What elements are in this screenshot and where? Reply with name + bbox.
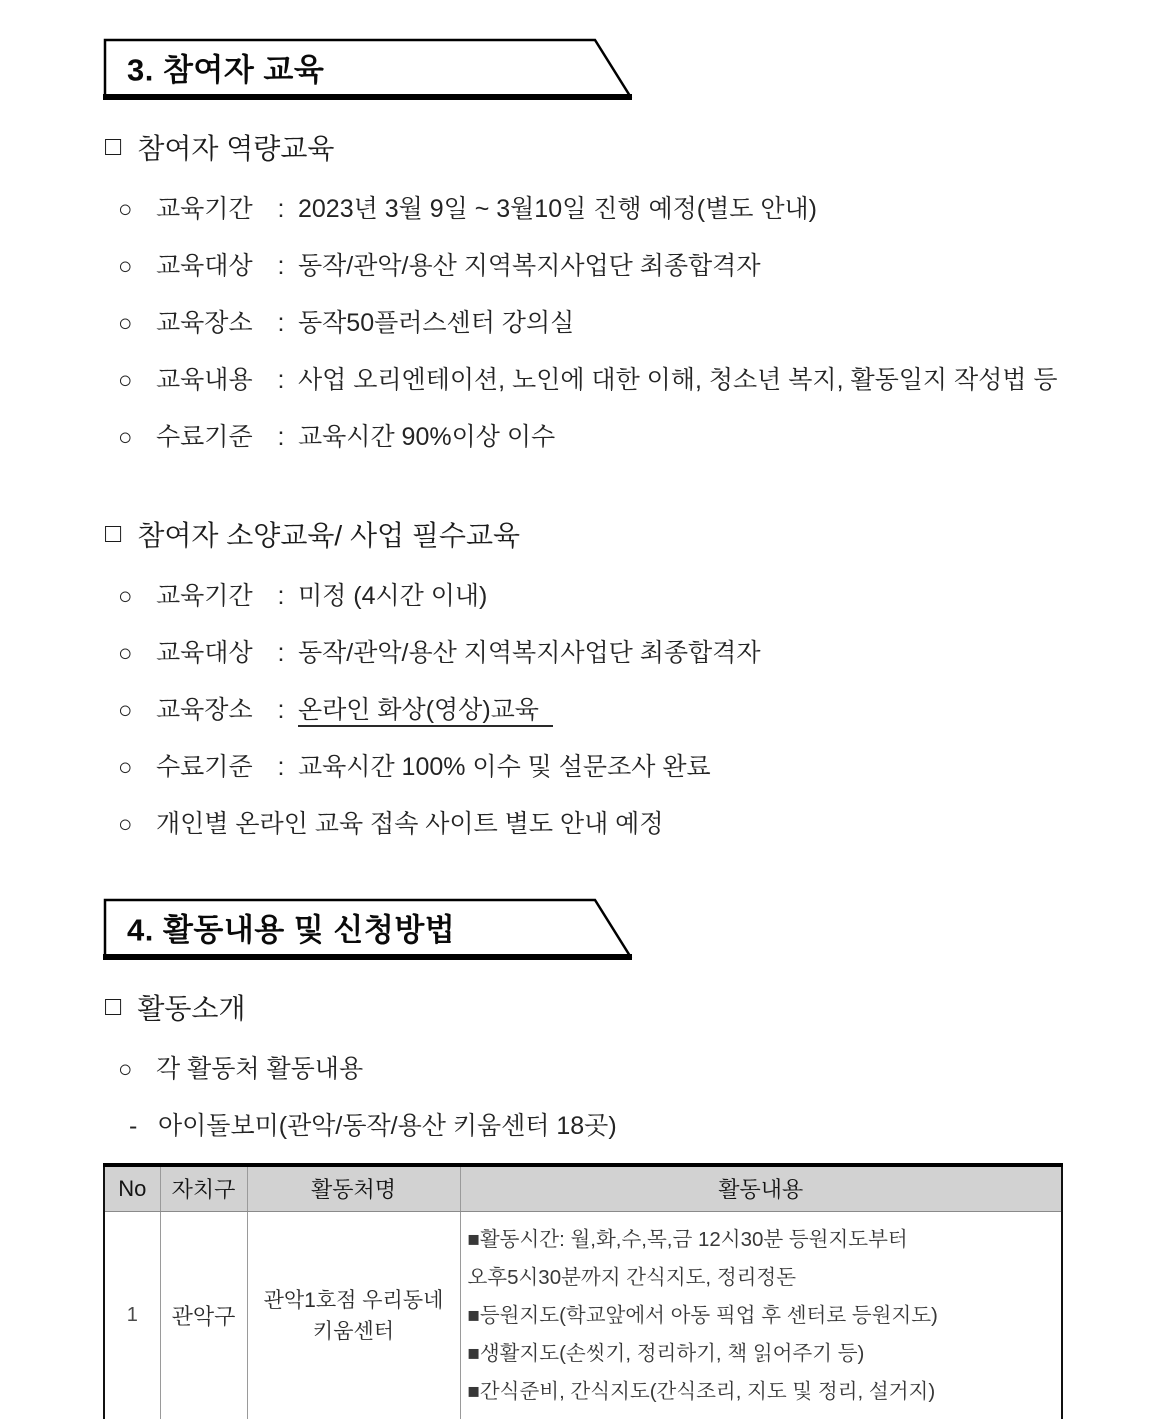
colon-separator: : [277, 582, 285, 610]
place-name-line: 키움센터 [312, 1319, 395, 1343]
item-label: 수료기준 [156, 753, 253, 781]
block2-heading-label: 참여자 소양교육/ 사업 필수교육 [137, 520, 521, 551]
item-value: 교육시간 90%이상 이수 [298, 423, 556, 451]
activity-sub-list [103, 1041, 1063, 1155]
list-item [103, 181, 1063, 238]
item-label: 교육장소 [156, 696, 253, 724]
item-value: 2023년 3월 9일 ~ 3월10일 진행 예정(별도 안내) [298, 195, 817, 223]
place-name-line: 관악1호점 우리동네 [263, 1288, 444, 1312]
item-label: 교육대상 [156, 252, 253, 280]
table-row [104, 1211, 1062, 1419]
column-header-place: 활동처명 [247, 1165, 460, 1211]
colon-separator: : [277, 366, 285, 394]
content-line: ■간식준비, 간식지도(간식조리, 지도 및 정리, 설거지) [467, 1379, 936, 1403]
activity-table [103, 1163, 1063, 1419]
cell-place-name [247, 1211, 460, 1419]
circle-bullet-icon: ○ [118, 1056, 133, 1083]
circle-bullet-icon: ○ [118, 697, 133, 724]
list-item [103, 295, 1063, 352]
content-line: ■활동시간: 월,화,수,목,금 12시30분 등원지도부터 [467, 1227, 908, 1251]
column-header-district: 자치구 [160, 1165, 247, 1211]
section3-title: 3. 참여자 교육 [127, 52, 325, 88]
column-header-content: 활동내용 [460, 1165, 1062, 1211]
list-item [103, 238, 1063, 295]
dash-bullet-icon: - [129, 1112, 138, 1140]
colon-separator: : [277, 639, 285, 667]
section4-title: 4. 활동내용 및 신청방법 [127, 912, 456, 948]
circle-bullet-icon: ○ [118, 196, 133, 223]
list-item [103, 796, 1063, 853]
item-label: 교육기간 [156, 582, 253, 610]
item-value: 동작/관악/용산 지역복지사업단 최종합격자 [298, 252, 761, 280]
section4-title-banner [103, 898, 633, 960]
circle-bullet-icon: ○ [118, 253, 133, 280]
list-item [103, 625, 1063, 682]
item-value-underlined [298, 682, 1063, 739]
item-text: 개인별 온라인 교육 접속 사이트 별도 안내 예정 [156, 810, 664, 838]
colon-separator: : [277, 753, 285, 781]
content-line: ■생활지도(손씻기, 정리하기, 책 읽어주기 등) [467, 1341, 865, 1365]
colon-separator: : [277, 252, 285, 280]
content-line: ■등원지도(학교앞에서 아동 픽업 후 센터로 등원지도) [467, 1303, 938, 1327]
item-label: 교육기간 [156, 195, 253, 223]
list-item-dash [103, 1098, 1063, 1155]
item-label: 수료기준 [156, 423, 253, 451]
activity-table-header [104, 1165, 1062, 1211]
circle-bullet-icon: ○ [118, 754, 133, 781]
cell-no: 1 [104, 1211, 160, 1419]
item-text: 아이돌보미(관악/동작/용산 키움센터 18곳) [158, 1112, 617, 1140]
block1-items [103, 181, 1063, 466]
circle-bullet-icon: ○ [118, 310, 133, 337]
item-value: 교육시간 100% 이수 및 설문조사 완료 [298, 753, 711, 781]
list-item [103, 1041, 1063, 1098]
colon-separator: : [277, 309, 285, 337]
cell-activity-content [460, 1211, 1062, 1419]
section3-title-banner [103, 38, 633, 100]
content-line: 오후5시30분까지 간식지도, 정리정돈 [467, 1265, 797, 1289]
list-item [103, 739, 1063, 796]
activity-intro-label: 활동소개 [137, 993, 246, 1024]
list-item [103, 409, 1063, 466]
list-item [103, 352, 1063, 409]
item-label: 교육장소 [156, 309, 253, 337]
activity-intro-heading [103, 987, 1063, 1027]
colon-separator: : [277, 696, 285, 724]
block1-heading [103, 127, 1063, 167]
circle-bullet-icon: ○ [118, 367, 133, 394]
item-label: 교육대상 [156, 639, 253, 667]
list-item [103, 568, 1063, 625]
block2-items [103, 568, 1063, 853]
item-label: 교육내용 [156, 366, 253, 394]
square-bullet-icon: □ [105, 990, 122, 1021]
block2-heading [103, 514, 1063, 554]
item-value: 동작50플러스센터 강의실 [298, 309, 575, 337]
colon-separator: : [277, 195, 285, 223]
circle-bullet-icon: ○ [118, 811, 133, 838]
list-item [103, 682, 1063, 739]
item-text: 각 활동처 활동내용 [156, 1055, 364, 1083]
block1-heading-label: 참여자 역량교육 [137, 133, 335, 164]
colon-separator: : [277, 423, 285, 451]
circle-bullet-icon: ○ [118, 424, 133, 451]
square-bullet-icon: □ [105, 130, 122, 161]
item-value: 사업 오리엔테이션, 노인에 대한 이해, 청소년 복지, 활동일지 작성법 등 [298, 366, 1058, 394]
circle-bullet-icon: ○ [118, 640, 133, 667]
item-value: 미정 (4시간 이내) [298, 582, 488, 610]
underlined-text: 온라인 화상(영상)교육 [298, 695, 553, 727]
cell-district: 관악구 [160, 1211, 247, 1419]
item-value: 동작/관악/용산 지역복지사업단 최종합격자 [298, 639, 761, 667]
column-header-no: No [104, 1165, 160, 1211]
circle-bullet-icon: ○ [118, 583, 133, 610]
square-bullet-icon: □ [105, 517, 122, 548]
